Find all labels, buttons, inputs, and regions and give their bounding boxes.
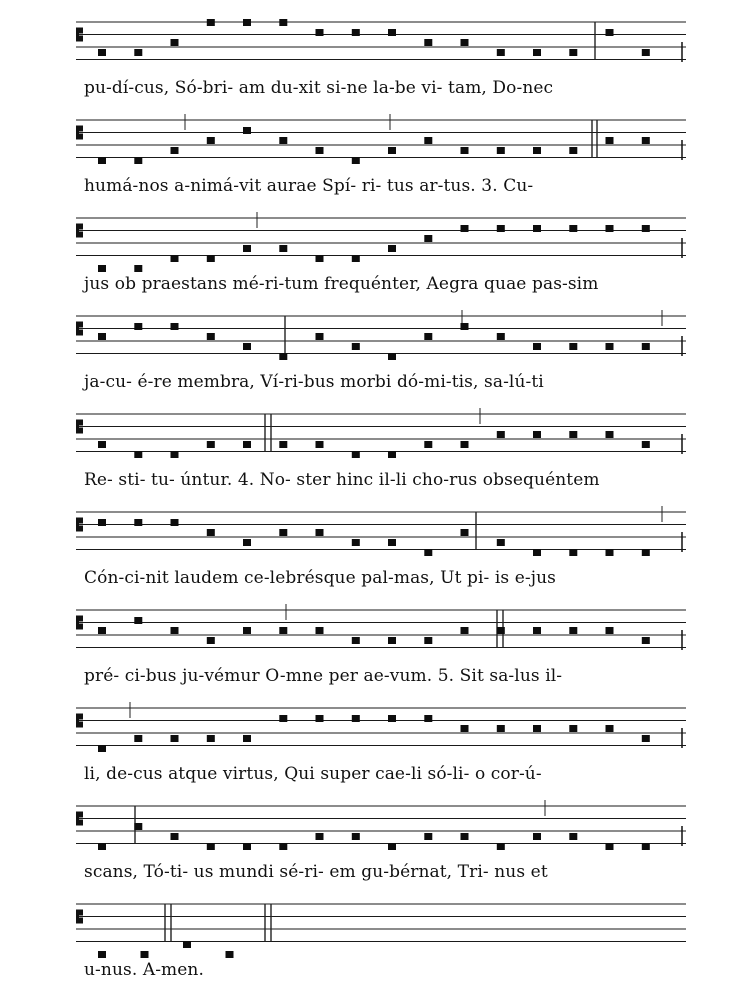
neume-note [171, 627, 179, 634]
neume-note [461, 529, 469, 536]
neume-note [316, 147, 324, 154]
neume-note [243, 735, 251, 742]
neume-note [98, 157, 106, 164]
staff-system [76, 800, 686, 850]
neume-note [497, 725, 505, 732]
neume-note [243, 19, 251, 26]
neume-note [279, 843, 287, 850]
neume-note [533, 833, 541, 840]
neume-note [388, 147, 396, 154]
neume-note [134, 265, 142, 272]
neume-note [606, 843, 614, 850]
staff-system [76, 310, 686, 360]
neume-note [497, 225, 505, 232]
neume-note [279, 627, 287, 634]
neume-note [569, 225, 577, 232]
neume-note [207, 255, 215, 262]
neume-note [243, 343, 251, 350]
neume-note [316, 441, 324, 448]
neume-note [207, 735, 215, 742]
neume-note [171, 323, 179, 330]
neume-note [98, 441, 106, 448]
neume-note [279, 19, 287, 26]
neume-note [279, 353, 287, 360]
staff-system [76, 904, 686, 958]
neume-note [352, 255, 360, 262]
neume-note [98, 49, 106, 56]
neume-note [243, 441, 251, 448]
neume-note [569, 147, 577, 154]
neume-note [243, 843, 251, 850]
neume-note [134, 323, 142, 330]
neume-note [243, 245, 251, 252]
neume-note [424, 39, 432, 46]
neume-note [388, 843, 396, 850]
staff-system [76, 702, 686, 752]
neume-note [134, 519, 142, 526]
neume-note [171, 735, 179, 742]
neume-note [134, 157, 142, 164]
staff-system [76, 408, 686, 458]
neume-note [352, 539, 360, 546]
staff-system [76, 212, 686, 272]
neume-note [606, 343, 614, 350]
neume-note [171, 519, 179, 526]
lyric-line: jus ob praestans mé-ri-tum frequénter, Aegra quae pas-sim [84, 274, 599, 294]
neume-note [279, 715, 287, 722]
neume-note [279, 137, 287, 144]
lyric-line: li, de-cus atque virtus, Qui super cae-li só-li- o cor-ú- [84, 764, 542, 784]
neume-note [642, 137, 650, 144]
neume-note [207, 333, 215, 340]
neume-note [352, 29, 360, 36]
neume-note [352, 343, 360, 350]
lyric-line: pu-dí-cus, Só-bri- am du-xit si-ne la-be vi- tam, Do-nec [84, 78, 554, 98]
neume-note [569, 343, 577, 350]
neume-note [316, 833, 324, 840]
neume-note [569, 833, 577, 840]
staff-system [76, 604, 686, 650]
neume-note [461, 147, 469, 154]
neume-note [98, 333, 106, 340]
neume-note [388, 29, 396, 36]
neume-note [606, 725, 614, 732]
neume-note [533, 549, 541, 556]
neume-note [606, 627, 614, 634]
neume-note [497, 431, 505, 438]
neume-note [642, 549, 650, 556]
neume-note [461, 39, 469, 46]
neume-note [533, 431, 541, 438]
neume-note [316, 333, 324, 340]
neume-note [642, 343, 650, 350]
neume-note [316, 529, 324, 536]
neume-note [424, 715, 432, 722]
neume-note [316, 627, 324, 634]
neume-note [171, 255, 179, 262]
neume-note [497, 147, 505, 154]
staff-system [76, 19, 686, 62]
staff-system [76, 114, 686, 164]
neume-note [134, 451, 142, 458]
neume-note [98, 265, 106, 272]
neume-note [606, 137, 614, 144]
neume-note [183, 941, 191, 948]
lyric-line: u-nus. A-men. [84, 960, 204, 980]
lyric-line: Cón-ci-nit laudem ce-lebrésque pal-mas, Ut pi- is e-jus [84, 568, 556, 588]
neume-note [243, 127, 251, 134]
neume-note [141, 951, 149, 958]
neume-note [171, 451, 179, 458]
neume-note [352, 637, 360, 644]
neume-note [279, 441, 287, 448]
neume-note [207, 137, 215, 144]
neume-note [424, 549, 432, 556]
lyric-line: scans, Tó-ti- us mundi sé-ri- em gu-bérnat, Tri- nus et [84, 862, 548, 882]
neume-note [461, 725, 469, 732]
neume-note [606, 29, 614, 36]
neume-note [461, 833, 469, 840]
neume-note [533, 225, 541, 232]
neume-note [388, 451, 396, 458]
neume-note [207, 843, 215, 850]
neume-note [243, 627, 251, 634]
neume-note [316, 29, 324, 36]
neume-note [98, 745, 106, 752]
neume-note [533, 343, 541, 350]
neume-note [171, 833, 179, 840]
neume-note [642, 49, 650, 56]
neume-note [98, 519, 106, 526]
lyric-line: pré- ci-bus ju-vémur O-mne per ae-vum. 5. Sit sa-lus il- [84, 666, 563, 686]
neume-note [352, 833, 360, 840]
neume-note [606, 225, 614, 232]
neume-note [533, 627, 541, 634]
neume-note [533, 725, 541, 732]
neume-note [424, 137, 432, 144]
neume-note [279, 245, 287, 252]
neume-note [497, 333, 505, 340]
neume-note [388, 353, 396, 360]
neume-note [134, 49, 142, 56]
neume-note [207, 441, 215, 448]
lyric-line: humá-nos a-nimá-vit aurae Spí- ri- tus ar-tus. 3. Cu- [84, 176, 534, 196]
neume-note [569, 549, 577, 556]
neume-note [606, 549, 614, 556]
neume-note [388, 637, 396, 644]
neume-note [461, 627, 469, 634]
neume-note [424, 833, 432, 840]
neume-note [642, 441, 650, 448]
neume-note [388, 245, 396, 252]
neume-note [642, 843, 650, 850]
neume-note [642, 735, 650, 742]
neume-note [461, 225, 469, 232]
neume-note [98, 627, 106, 634]
neume-note [606, 431, 614, 438]
neume-note [98, 843, 106, 850]
neume-note [171, 147, 179, 154]
neume-note [388, 539, 396, 546]
neume-note [207, 529, 215, 536]
neume-note [134, 735, 142, 742]
neume-note [207, 637, 215, 644]
neume-note [316, 255, 324, 262]
neume-note [243, 539, 251, 546]
neume-note [134, 823, 142, 830]
neume-note [98, 951, 106, 958]
neume-note [642, 637, 650, 644]
neume-note [352, 451, 360, 458]
neume-note [533, 147, 541, 154]
neume-note [424, 441, 432, 448]
neume-note [424, 637, 432, 644]
neume-note [533, 49, 541, 56]
staff-system [76, 506, 686, 556]
neume-note [497, 49, 505, 56]
neume-note [316, 715, 324, 722]
neume-note [352, 157, 360, 164]
neume-note [497, 843, 505, 850]
neume-note [642, 225, 650, 232]
neume-note [461, 323, 469, 330]
lyric-line: ja-cu- é-re membra, Ví-ri-bus morbi dó-mi-tis, sa-lú-ti [84, 372, 544, 392]
neume-note [171, 39, 179, 46]
neume-note [497, 539, 505, 546]
neume-note [207, 19, 215, 26]
neume-note [134, 617, 142, 624]
neume-note [352, 715, 360, 722]
neume-note [279, 529, 287, 536]
neume-note [569, 725, 577, 732]
neume-note [569, 431, 577, 438]
lyric-line: Re- sti- tu- úntur. 4. No- ster hinc il-li cho-rus obsequéntem [84, 470, 600, 490]
neume-note [569, 627, 577, 634]
neume-note [569, 49, 577, 56]
neume-note [388, 715, 396, 722]
neume-note [461, 441, 469, 448]
neume-note [497, 627, 505, 634]
neume-note [424, 235, 432, 242]
neume-note [226, 951, 234, 958]
neume-note [424, 333, 432, 340]
